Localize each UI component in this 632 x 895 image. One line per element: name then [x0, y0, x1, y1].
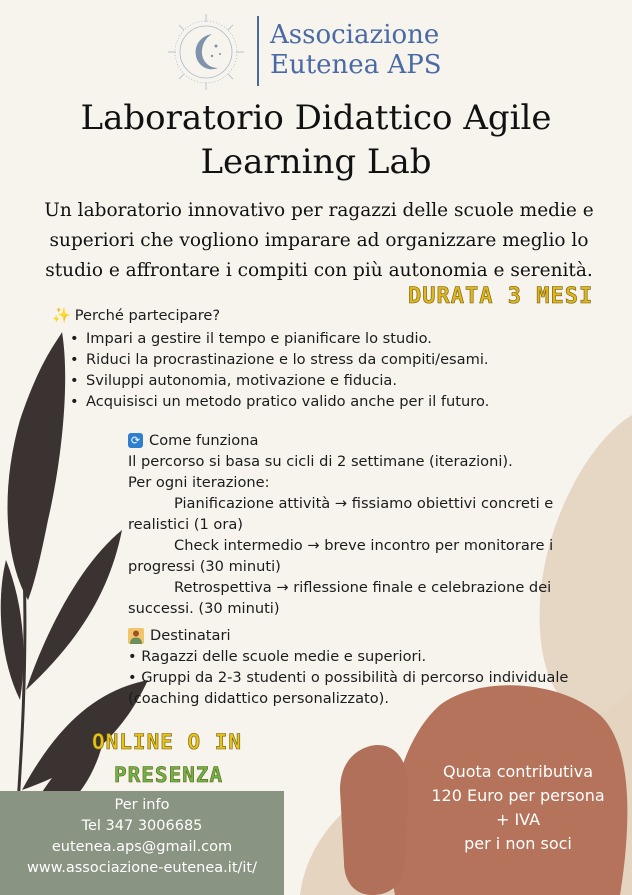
how-per-iteration: Per ogni iterazione: [128, 474, 270, 491]
who-line3: (coaching didattico personalizzato). [128, 690, 390, 707]
page-title [20, 96, 612, 184]
presenza-badge: PRESENZA [114, 763, 224, 787]
how-heading [128, 430, 598, 451]
who-line2: • Gruppi da 2-3 studenti o possibilità di percorso individuale [128, 669, 569, 686]
organization-name [270, 20, 530, 80]
intro-text [14, 196, 624, 286]
intro-line3: studio e affrontare i compiti con più autonomia e serenità. [45, 260, 593, 281]
step1-line1: Pianificazione attività → fissiamo obiettivi concreti e [174, 495, 554, 512]
list-item: • Sviluppi autonomia, motivazione e fiducia. [70, 370, 612, 391]
quota-line4: per i non soci [464, 834, 572, 853]
why-heading-label: Perché partecipare? [74, 307, 221, 324]
how-section [128, 430, 598, 619]
who-section [128, 625, 608, 709]
info-label: Per info [114, 797, 170, 813]
terracotta-pill [340, 745, 408, 895]
org-name-line2: Eutenea APS [270, 50, 442, 80]
how-heading-label: Come funziona [149, 432, 259, 449]
step3-line1: Retrospettiva → riflessione finale e celebrazione dei [174, 579, 552, 596]
logo-divider [257, 16, 259, 86]
info-email[interactable]: eutenea.aps@gmail.com [51, 839, 233, 855]
quota-line2: 120 Euro per persona [431, 786, 605, 805]
why-heading [52, 305, 612, 326]
quota-line1: Quota contributiva [443, 762, 593, 781]
step2-line1: Check intermedio → breve incontro per monitorare i [174, 537, 554, 554]
info-website[interactable]: www.associazione-eutenea.it/it/ [27, 860, 257, 876]
sparkle-icon: ✨ [52, 306, 71, 324]
info-box [0, 791, 284, 895]
title-line1: Laboratorio Didattico Agile [80, 98, 552, 138]
step1-line2: realistici (1 ora) [128, 516, 243, 533]
how-intro: Il percorso si basa su cicli di 2 settimane (iterazioni). [128, 453, 513, 470]
who-heading [128, 625, 608, 646]
step3-line2: successi. (30 minuti) [128, 600, 280, 617]
intro-line1: Un laboratorio innovativo per ragazzi delle scuole medie e [44, 200, 594, 221]
quota-box [418, 760, 618, 856]
quota-line3: + IVA [495, 810, 541, 829]
moon-stars-icon [166, 12, 246, 92]
teacher-icon [128, 628, 144, 644]
title-line2: Learning Lab [200, 142, 432, 182]
step2-line2: progressi (30 minuti) [128, 558, 281, 575]
who-heading-label: Destinatari [150, 627, 231, 644]
intro-line2: superiori che vogliono imparare ad organizzare meglio lo [49, 230, 589, 251]
list-item: • Riduci la procrastinazione e lo stress da compiti/esami. [70, 349, 612, 370]
info-phone[interactable]: Tel 347 3006685 [81, 818, 203, 834]
durata-badge: DURATA 3 MESI [408, 284, 594, 309]
org-name-line1: Associazione [270, 20, 440, 50]
list-item: • Acquisisci un metodo pratico valido anche per il futuro. [70, 391, 612, 412]
list-item: • Impari a gestire il tempo e pianificare lo studio. [70, 328, 612, 349]
why-list [52, 328, 612, 412]
why-section [52, 305, 612, 412]
who-line1: • Ragazzi delle scuole medie e superiori. [128, 648, 427, 665]
cycle-arrows-icon: ⟳ [128, 433, 143, 448]
online-badge: ONLINE O IN [92, 730, 243, 754]
